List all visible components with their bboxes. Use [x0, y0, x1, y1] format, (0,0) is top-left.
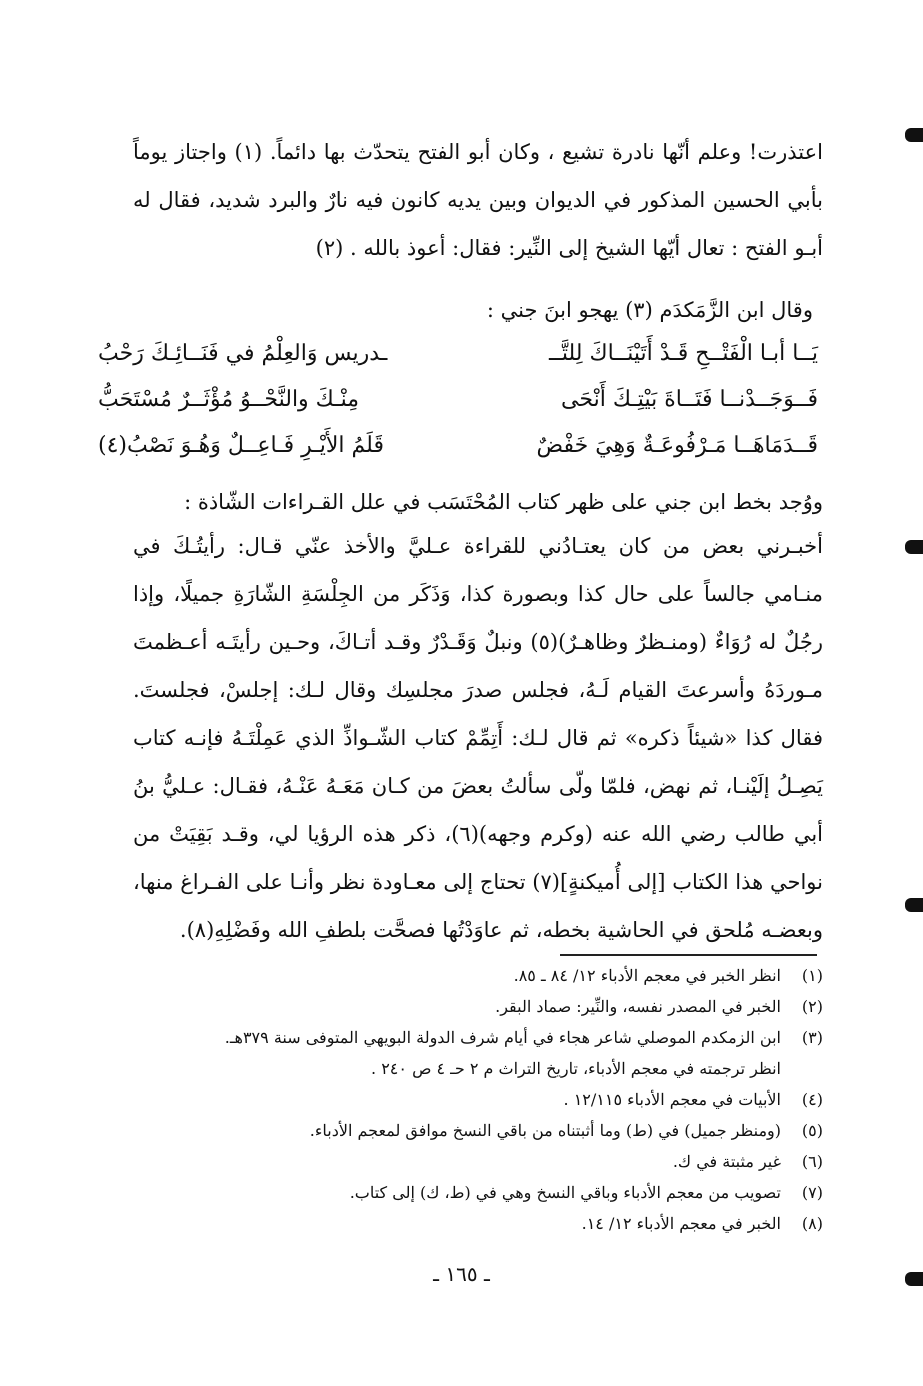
verse-first-hemistich: قَــدَمَاهَــا مَـرْفُوعَـةٌ وَهِيَ خَفْضٌ	[536, 432, 818, 458]
footnote-text: ابن الزمكدم الموصلي شاعر هجاء في أيام شرف الدولة البويهي المتوفى سنة ٣٧٩هـ.	[224, 1028, 781, 1047]
footnote-number: (٨)	[801, 1214, 823, 1233]
footnote-number: (١)	[801, 966, 823, 985]
footnote-text: غير مثبتة في ك.	[672, 1152, 781, 1171]
poem-verses	[98, 330, 818, 468]
verse-line	[98, 422, 818, 468]
footnote-item	[123, 960, 823, 991]
page-edge-mark	[905, 540, 923, 554]
footnote-continuation: انظر ترجمته في معجم الأدباء، تاريخ التراث م ٢ حـ ٤ ص ٢٤٠ .	[371, 1059, 781, 1078]
footnote-text: الخبر في معجم الأدباء ١٢/ ١٤.	[581, 1214, 781, 1233]
footnote-item	[123, 1084, 823, 1115]
page-edge-mark	[905, 128, 923, 142]
footnote-number: (٤)	[801, 1090, 823, 1109]
verse-first-hemistich: يَــا أبـا الْفَتْــحِ قَـدْ أَتَيْنَــاكَ لِلتَّــ	[548, 340, 818, 366]
verse-line	[98, 376, 818, 422]
footnote-text: الأبيات في معجم الأدباء ١٢/١١٥ .	[563, 1090, 781, 1109]
verse-line	[98, 330, 818, 376]
footnote-text: تصويب من معجم الأدباء وباقي النسخ وهي في (ط، ك) إلى كتاب.	[349, 1183, 781, 1202]
footnote-item	[123, 1022, 823, 1053]
footnote-item	[123, 1177, 823, 1208]
page-edge-mark	[905, 898, 923, 912]
footnote-separator	[560, 954, 817, 956]
footnote-number: (٥)	[801, 1121, 823, 1140]
footnote-text: (ومنظر جميل) في (ط) وما أثبتناه من باقي النسخ موافق لمعجم الأدباء.	[309, 1121, 781, 1140]
verse-first-hemistich: فَــوَجَــدْنــا فَتَــاةَ بَيْتِـكَ أَنْحَى	[561, 386, 818, 412]
footnote-item	[123, 991, 823, 1022]
footnote-item	[123, 1115, 823, 1146]
footnotes	[123, 960, 823, 1239]
verse-second-hemistich: مِنْـكَ والنَّحْــوُ مُؤْثَــرٌ مُسْتَحَبُّ	[98, 386, 360, 412]
verse-introduction: وقال ابن الزَّمَكدَم (٣) يهجو ابنَ جني :	[486, 298, 813, 322]
footnote-item	[123, 1208, 823, 1239]
footnote-number: (٣)	[801, 1028, 823, 1047]
page-number: ـ ١٦٥ ـ	[433, 1262, 490, 1286]
footnote-text: انظر الخبر في معجم الأدباء ١٢/ ٨٤ ـ ٨٥.	[513, 966, 781, 985]
verse-second-hemistich: قَلَمُ الأَيْـرِ فَـاعِــلٌ وَهُـوَ نَصْبُ(٤)	[98, 432, 384, 458]
verse-second-hemistich: ـدريس وَالعِلْمُ في فَنَــائِـكَ رَحْبُ	[98, 340, 388, 366]
footnote-text: الخبر في المصدر نفسه، والنِّير: صماد البقر.	[495, 997, 781, 1016]
footnote-number: (٦)	[801, 1152, 823, 1171]
paragraph-anecdote: اعتذرت! وعلم أنّها نادرة تشيع ، وكان أبو الفتح يتحدّث بها دائماً. (١) واجتاز يوماً بأبي الحسين المذكور في الديوان وبين يديه كانون فيه نارٌ والبرد شديد، فقال له أبـو الفتح : تعال أيّها الشيخ إلى النِّير: فقال: أعوذ بالله . (٢)	[133, 140, 823, 260]
paragraph-dream-narrative: أخبـرني بعض من كان يعتـادُني للقراءة عـليَّ والأخذ عنّي قـال: رأيتُـكَ في منـامي جالساً على حال كذا وبصورة كذا، وَذَكَر من الجِلْسَةِ الشّارَةِ جميلًا، وإذا رجُلٌ له رُوَاءٌ (ومنـظرٌ وظاهـرٌ)(٥) ونبلٌ وَقَـدْرٌ وقـد أتـاكَ، وحـين رأيتَـه أعـظمتَ مـوردَهُ وأسرعتَ القيام لَـهُ، فجلس صدرَ مجلسِك وقال لـك: إجلسْ، فجلستَ. فقال كذا «شيئاً ذكره» ثم قال لـك: أَتِمِّمْ كتاب الشّـواذِّ الذي عَمِلْتَـهُ فإنـه كتاب يَصِـلُ إلَيْنـا، ثم نهض، فلمّا ولّى سألتُ بعضَ من كـان مَعَـهُ عَنْـهُ، فقـال: عـليُّ بنُ أبي طالب رضي الله عنه (وكرم وجهه)(٦)، ذكر هذه الرؤيا لي، وقـد بَقِيَتْ من نواحي هذا الكتاب [إلى أُميكنةٍ](٧) تحتاج إلى معـاودة نظر وأنـا على الفـراغ منها، وبعضـه مُلحق في الحاشية بخطه، ثم عاوَدْتُها فصحَّت بلطفِ الله وفَضْلِهِ(٨).	[133, 534, 824, 942]
paragraph-manuscript-note: ووُجد بخط ابن جني على ظهر كتاب المُحْتَسَب في علل القـراءات الشّاذة :	[184, 490, 823, 514]
footnote-number: (٧)	[801, 1183, 823, 1202]
footnote-item	[123, 1146, 823, 1177]
footnote-number: (٢)	[801, 997, 823, 1016]
